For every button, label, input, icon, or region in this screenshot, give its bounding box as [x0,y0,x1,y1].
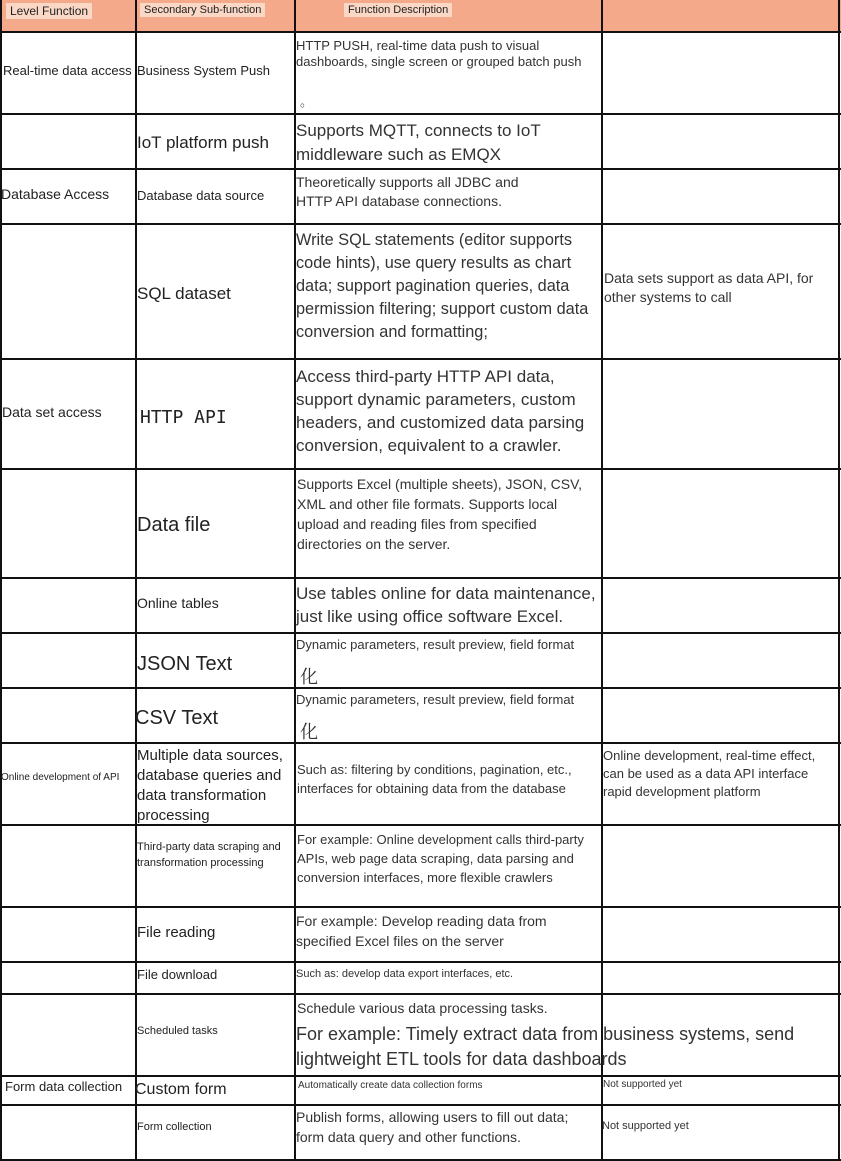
description-cell: Supports MQTT, connects to IoT middleware such as EMQX [296,121,541,164]
description-cell: Dynamic parameters, result preview, field format [296,637,575,652]
level-function-cell: Database Access [1,186,110,202]
level-function-cell: Real-time data access [3,63,132,78]
note-cell: Data sets support as data API, for other systems to call [604,270,814,305]
row-divider [0,687,841,689]
description-cell: Theoretically supports all JDBC and HTTP API database connections. [296,174,519,209]
row-divider [0,632,841,634]
column-divider [601,0,603,1161]
sub-function-cell: File reading [137,924,216,941]
sub-function-cell: Multiple data sources, database queries and data transformation processing [137,747,283,824]
column-divider [838,0,840,1161]
description-cell: Use tables online for data maintenance, just like using office software Excel. [296,584,596,626]
sub-function-cell: IoT platform push [137,133,269,152]
row-divider [0,961,841,963]
row-divider [0,113,841,115]
row-divider [0,906,841,908]
row-divider [0,993,841,995]
note-cell: Not supported yet [603,1079,682,1090]
sub-function-cell: Scheduled tasks [137,1025,218,1037]
description-cell: Write SQL statements (editor supports code hints), use query results as chart data; support pagination queries, data permission filtering; support custom data conversion and formatting; [296,231,589,341]
header-function-description: Function Description [344,4,452,16]
row-divider [0,358,841,360]
column-divider [135,0,137,1161]
sub-function-cell: Form collection [137,1121,212,1133]
sub-function-cell: JSON Text [137,653,233,675]
description-cell-tail: 化 [300,722,318,742]
header-level-function: Level Function [6,4,92,18]
description-cell: Access third-party HTTP API data, support dynamic parameters, custom headers, and customized data parsing conversion, equivalent to a crawler. [296,367,585,455]
note-cell: Not supported yet [602,1120,689,1132]
note-cell: Online development, real-time effect, can be used as a data API interface rapid development platform [603,748,816,799]
sub-function-cell: Third-party data scraping and transformation processing [137,841,281,869]
description-cell: For example: Develop reading data from specified Excel files on the server [296,913,547,949]
description-cell: Automatically create data collection forms [298,1080,483,1091]
sub-function-cell: CSV Text [135,707,218,729]
sub-function-cell: Database data source [137,188,265,203]
sub-function-cell: Online tables [137,595,219,611]
description-cell: For example: Online development calls third-party APIs, web page data scraping, data parsing and conversion interfaces, more flexible crawlers [297,832,584,885]
description-cell: Dynamic parameters, result preview, field format [296,692,575,707]
description-cell-example: For example: Timely extract data from business systems, send lightweight ETL tools for data dashboards [296,1024,795,1069]
sub-function-cell: Custom form [135,1081,227,1098]
row-divider [0,223,841,225]
description-cell: Publish forms, allowing users to fill out data; form data query and other functions. [296,1109,569,1145]
sub-function-cell: SQL dataset [137,284,231,303]
sub-function-cell: File download [137,967,218,982]
row-divider [0,468,841,470]
row-divider [0,1075,841,1077]
description-cell-tail: 化 [300,667,318,687]
column-divider [0,0,2,1161]
description-cell: Schedule various data processing tasks. [297,1000,548,1016]
description-cell: Such as: develop data export interfaces, etc. [296,968,514,980]
description-cell: Supports Excel (multiple sheets), JSON, CSV, XML and other file formats. Supports local upload and reading files from specified directories on the server. [297,476,583,552]
row-divider [0,742,841,744]
row-divider [0,31,841,33]
level-function-cell: Data set access [2,404,102,420]
description-cell-tail: 。 [300,94,314,109]
row-divider [0,168,841,170]
row-divider [0,1104,841,1106]
header-secondary-sub-function: Secondary Sub-function [140,4,265,16]
sub-function-cell: Data file [137,514,211,536]
sub-function-cell: Business System Push [137,63,270,78]
level-function-cell: Form data collection [5,1079,123,1094]
sub-function-cell: HTTP API [140,407,227,428]
row-divider [0,824,841,826]
row-divider [0,577,841,579]
level-function-cell: Online development of API [1,772,120,783]
description-cell: HTTP PUSH, real-time data push to visual dashboards, single screen or grouped batch push [296,38,582,69]
description-cell: Such as: filtering by conditions, pagination, etc., interfaces for obtaining data from the database [297,762,572,796]
